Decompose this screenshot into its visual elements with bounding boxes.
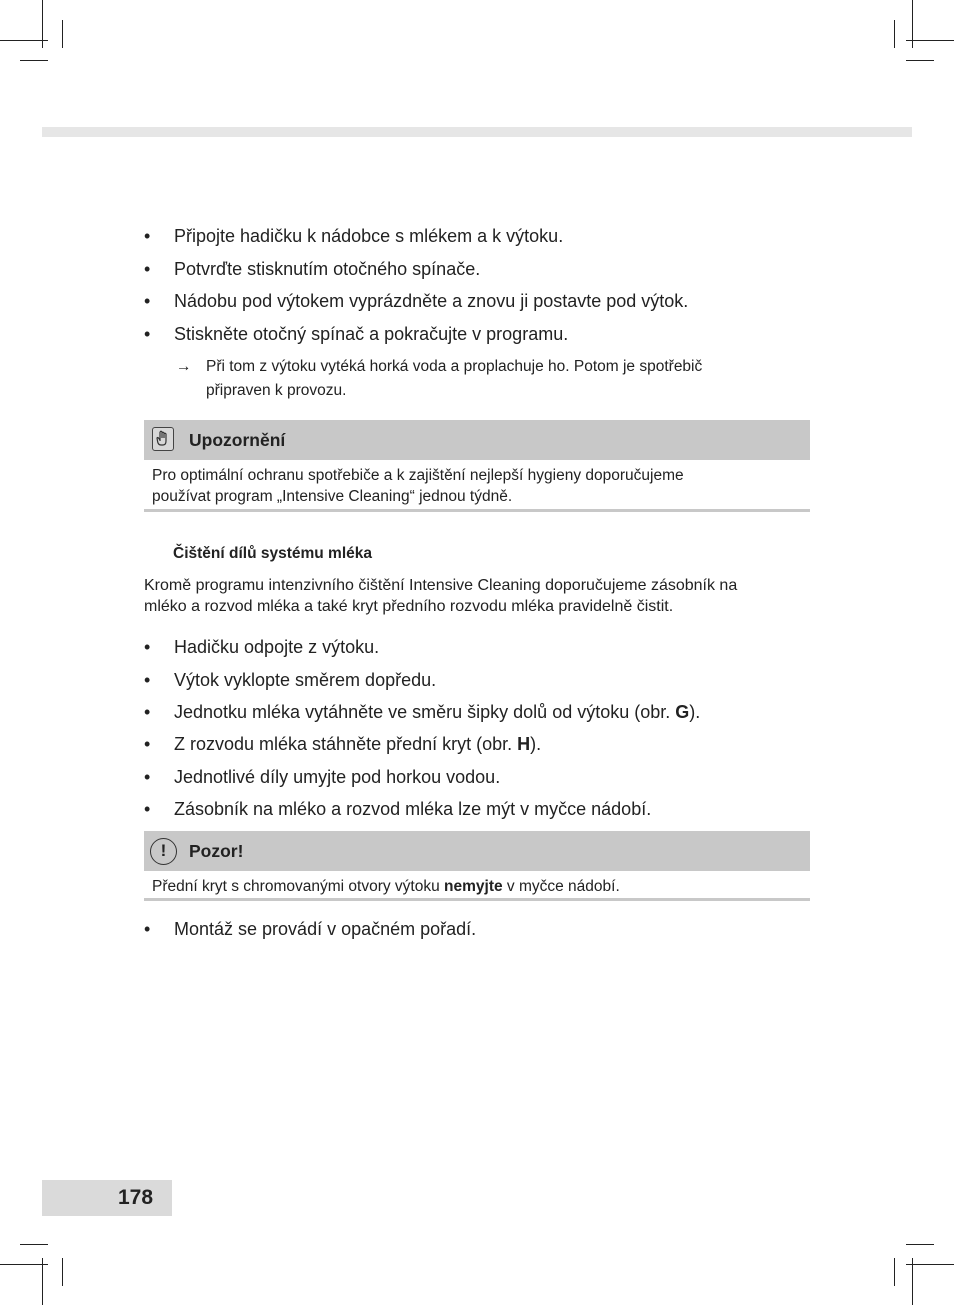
notice-line: používat program „Intensive Cleaning“ jednou týdně. [152, 488, 513, 505]
hand-icon [152, 427, 174, 451]
bullet: • [144, 767, 151, 787]
caution-title: Pozor! [189, 841, 244, 861]
caution-emphasis: nemyjte [444, 878, 503, 895]
step-text: Montáž se provádí v opačném pořadí. [174, 919, 477, 939]
bullet: • [144, 637, 151, 657]
section-title: Čištění dílů systému mléka [173, 545, 372, 562]
crop-mark [894, 1258, 895, 1286]
step-text-part: ). [689, 702, 701, 722]
bullet: • [144, 324, 151, 344]
crop-mark [912, 1258, 913, 1305]
step-text-part: Jednotku mléka vytáhněte ve směru šipky dolů od výtoku (obr. [174, 702, 676, 722]
crop-mark [42, 1258, 43, 1305]
crop-mark [906, 40, 954, 41]
result-line: Při tom z výtoku vytéká horká voda a proplachuje ho. Potom je spotřebič [206, 358, 703, 375]
notice-divider [144, 509, 810, 512]
step-text-part: Z rozvodu mléka stáhněte přední kryt (obr. [174, 734, 518, 754]
step-text: Připojte hadičku k nádobce s mlékem a k výtoku. [174, 226, 564, 246]
header-bar [42, 127, 912, 137]
crop-mark [906, 60, 934, 61]
step-text [174, 733, 541, 755]
figure-ref: H [517, 734, 531, 754]
notice-header [144, 420, 810, 460]
caution-text-part: v myčce nádobí. [502, 878, 620, 895]
intro-line: Kromě programu intenzivního čištění Intensive Cleaning doporučujeme zásobník na [144, 577, 738, 594]
figure-ref: G [675, 702, 690, 722]
hand-icon-glyph [153, 428, 172, 449]
bullet: • [144, 291, 151, 311]
step-text [174, 701, 700, 723]
crop-mark [20, 1244, 48, 1245]
crop-mark [906, 1244, 934, 1245]
notice-line: Pro optimální ochranu spotřebiče a k zajištění nejlepší hygieny doporučujeme [152, 467, 684, 484]
bullet: • [144, 799, 151, 819]
crop-mark [906, 1264, 954, 1265]
step-text: Zásobník na mléko a rozvod mléka lze mýt v myčce nádobí. [174, 799, 652, 819]
step-text-part: ). [530, 734, 542, 754]
bullet: • [144, 702, 151, 722]
caution-text [152, 876, 802, 897]
crop-mark [912, 0, 913, 48]
bullet: • [144, 919, 151, 939]
step-text: Výtok vyklopte směrem dopředu. [174, 670, 437, 690]
warning-icon: ! [150, 838, 177, 865]
bullet: • [144, 226, 151, 246]
result-text [206, 355, 806, 403]
caution-header [144, 831, 810, 871]
result-line: připraven k provozu. [206, 382, 347, 399]
crop-mark [42, 0, 43, 48]
crop-mark [0, 40, 48, 41]
bullet: • [144, 259, 151, 279]
step-text: Potvrďte stisknutím otočného spínače. [174, 259, 481, 279]
step-text: Stiskněte otočný spínač a pokračujte v programu. [174, 324, 569, 344]
bullet: • [144, 670, 151, 690]
crop-mark [894, 20, 895, 48]
step-text: Jednotlivé díly umyjte pod horkou vodou. [174, 767, 501, 787]
bullet: • [144, 734, 151, 754]
crop-mark [20, 60, 48, 61]
arrow-icon: → [176, 358, 192, 375]
page-number: 178 [118, 1186, 154, 1209]
crop-mark [62, 1258, 63, 1286]
intro-line: mléko a rozvod mléka a také kryt předního rozvodu mléka pravidelně čistit. [144, 598, 674, 615]
notice-title: Upozornění [189, 430, 286, 450]
caution-text-part: Přední kryt s chromovanými otvory výtoku [152, 878, 445, 895]
step-text: Hadičku odpojte z výtoku. [174, 637, 380, 657]
section-intro [144, 575, 824, 617]
crop-mark [62, 20, 63, 48]
notice-text [152, 465, 802, 507]
caution-divider [144, 898, 810, 901]
crop-mark [0, 1264, 48, 1265]
step-text: Nádobu pod výtokem vyprázdněte a znovu ji postavte pod výtok. [174, 291, 689, 311]
